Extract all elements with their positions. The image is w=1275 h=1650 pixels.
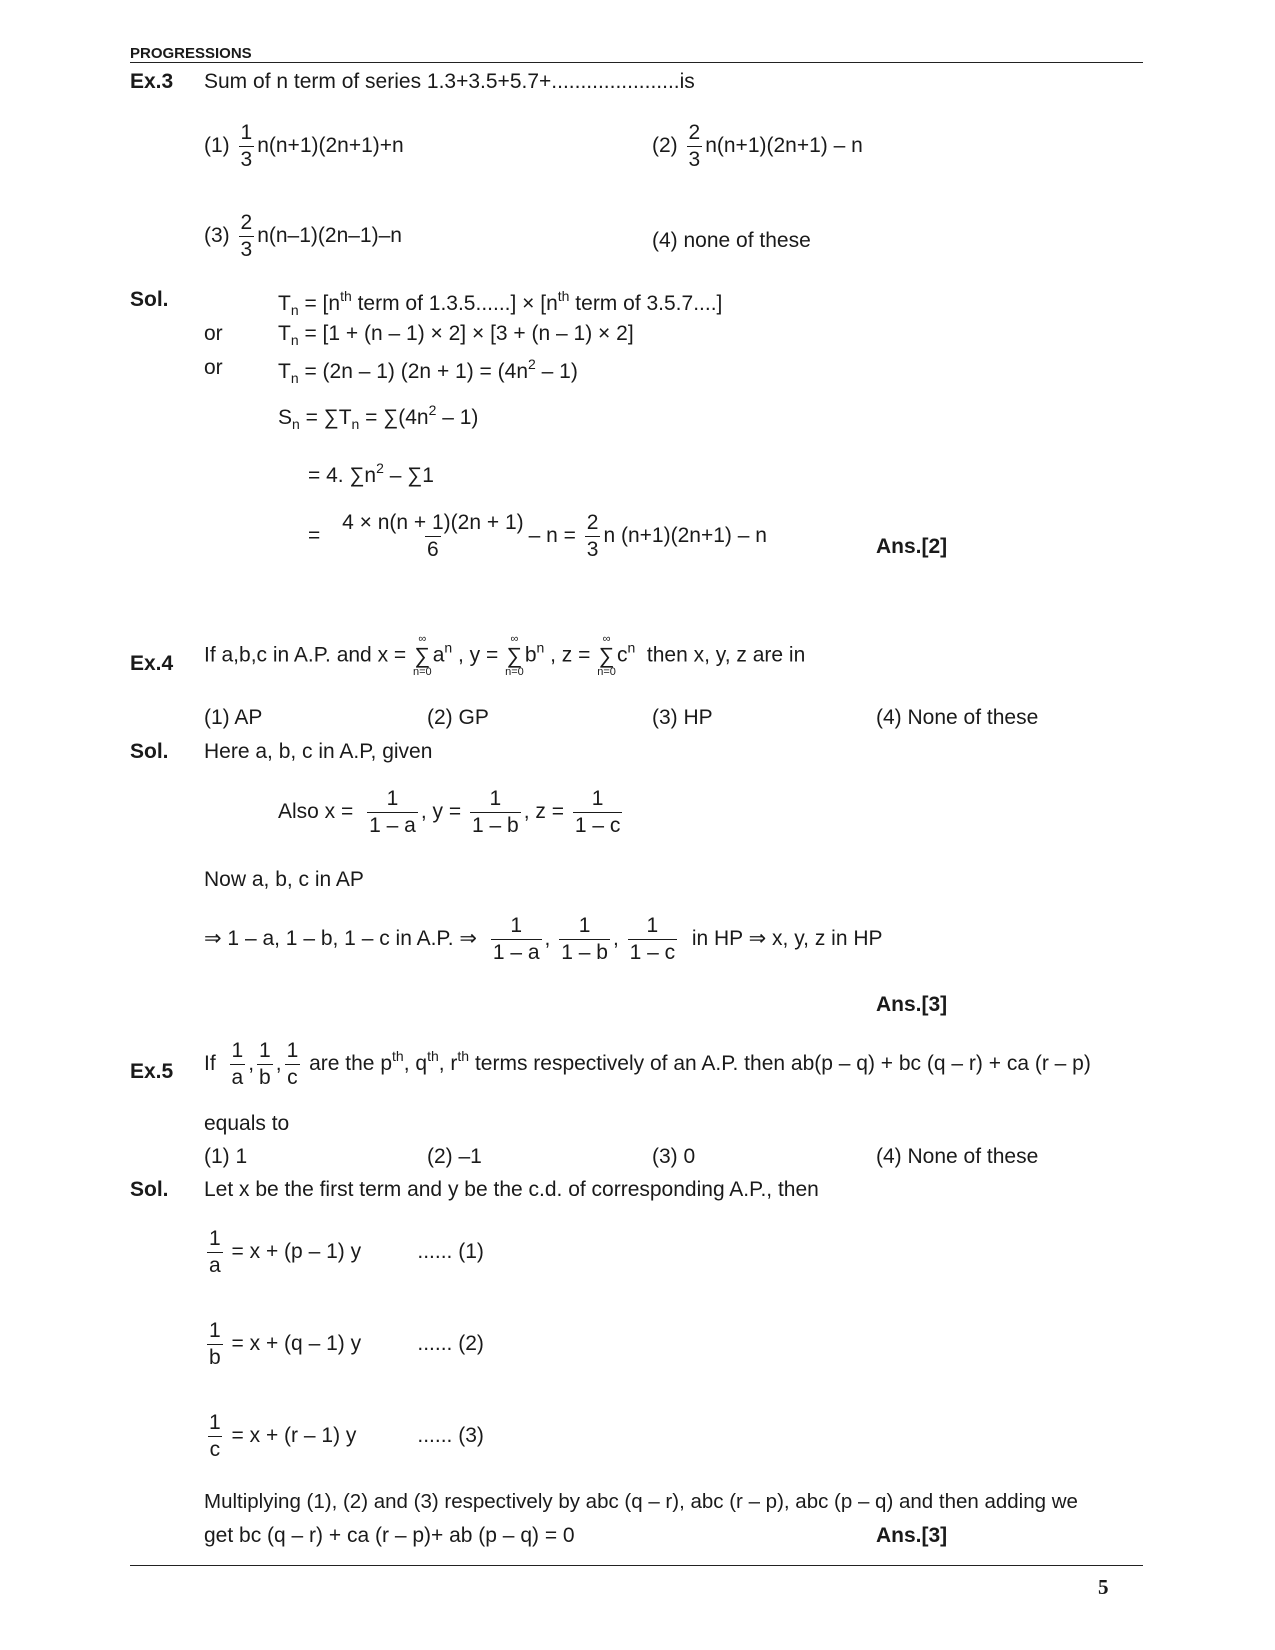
ex3-step-2: $T_n = [1 + (n - 1) \times 2] \times [3 + (n - 1) \times 2]$ xyxy=(278,322,634,348)
ex4-option-3: (3) HP xyxy=(652,706,713,729)
ex3-step-1: $T_n = [n^{th}$ term of $1.3.5......] \times [n^{th}$ term of 3.5.7....] xyxy=(278,288,723,318)
header-rule xyxy=(130,62,1143,63)
ex3-step-3: $T_n = (2n - 1) (2n + 1) = (4n^2 - 1)$ xyxy=(278,356,578,386)
ex4-option-1: (1) AP xyxy=(204,706,263,729)
ex3-step-5: = 4. $\sum n^2 - \sum 1$ xyxy=(308,460,434,487)
ex5-option-3: (3) 0 xyxy=(652,1145,696,1168)
ex5-equation-3: $\frac{1}{c}$ = x + (r – 1) y ...... (3) xyxy=(209,1411,484,1462)
ex3-answer: Ans.[2] xyxy=(876,535,948,558)
ex3-or-2: or xyxy=(204,356,223,379)
ex4-option-4: (4) None of these xyxy=(876,706,1039,729)
ex3-option-2: (2) $\frac{2}{3}$ n(n+1)(2n+1) – n xyxy=(652,121,863,172)
ex4-sol-line-3: Now a, b, c in AP xyxy=(204,868,364,891)
ex4-question: If a,b,c in A.P. and x = ∞ ∑ n=0 $a^n$ , y = ∞ ∑ n=0 $b^n$ , z = ∞ ∑ n=0 $c^n$ then x, y, z are in xyxy=(204,633,806,678)
running-header: PROGRESSIONS xyxy=(130,45,252,62)
ex4-sol-line-1: Here a, b, c in A.P, given xyxy=(204,740,433,763)
ex3-or-1: or xyxy=(204,322,223,345)
ex3-option-1: (1) $\frac{1}{3}$ n(n+1)(2n+1)+n xyxy=(204,121,404,172)
ex3-option-3: (3) $\frac{2}{3}$ n(n–1)(2n–1)–n xyxy=(204,211,402,262)
page-number: 5 xyxy=(1098,1575,1109,1599)
ex4-sol-label: Sol. xyxy=(130,740,169,763)
ex3-option-4: (4) none of these xyxy=(652,229,811,252)
ex4-option-2: (2) GP xyxy=(427,706,489,729)
ex5-option-1: (1) 1 xyxy=(204,1145,248,1168)
ex4-answer: Ans.[3] xyxy=(876,993,948,1016)
ex5-equation-2: $\frac{1}{b}$ = x + (q – 1) y ...... (2) xyxy=(209,1319,484,1370)
ex4-also-line: Also x = $\frac{1}{1 - a}$ , y = $\frac{1}{1 - b}$ , z = $\frac{1}{1 - c}$ xyxy=(278,787,621,838)
ex5-final-line-2: get bc (q – r) + ca (r – p)+ ab (p – q) = 0 xyxy=(204,1524,575,1547)
ex5-question: If $\frac{1}{a}$ , $\frac{1}{b}$ , $\frac{1}{c}$ are the $p^{th}$, $q^{th}$, $r^{th}$ terms respectively of an A.P. then ab(p – q) + bc (q – r) + ca (r – p) xyxy=(204,1039,1091,1090)
ex5-equation-1: $\frac{1}{a}$ = x + (p – 1) y ...... (1) xyxy=(209,1227,484,1278)
ex5-question-cont: equals to xyxy=(204,1112,290,1135)
ex5-sol-label: Sol. xyxy=(130,1178,169,1201)
ex5-option-4: (4) None of these xyxy=(876,1145,1039,1168)
ex3-question: Sum of n term of series 1.3+3.5+5.7+......................is xyxy=(204,70,695,93)
ex5-sol-line-1: Let x be the first term and y be the c.d. of corresponding A.P., then xyxy=(204,1178,819,1201)
ex4-implication-line: ⇒ 1 – a, 1 – b, 1 – c in A.P. ⇒ $\frac{1}{1 - a}$ , $\frac{1}{1 - b}$ , $\frac{1}{1 - c}$ in HP ⇒ x, y, z in HP xyxy=(204,914,883,965)
ex5-final-line-1: Multiplying (1), (2) and (3) respectively by abc (q – r), abc (r – p), abc (p – q) and then adding we xyxy=(204,1490,1078,1513)
ex5-option-2: (2) –1 xyxy=(427,1145,482,1168)
ex5-label: Ex.5 xyxy=(130,1060,174,1083)
ex3-step-6: = $\frac{4 \times n(n + 1)(2n + 1)}{6}$ – n = $\frac{2}{3}$ n (n+1)(2n+1) – n xyxy=(308,511,767,562)
ex3-step-4: $S_n = \sum T_n = \sum(4n^2 - 1)$ xyxy=(278,402,479,432)
ex4-label: Ex.4 xyxy=(130,652,174,675)
ex3-label: Ex.3 xyxy=(130,70,174,93)
ex3-sol-label: Sol. xyxy=(130,288,169,311)
ex5-answer: Ans.[3] xyxy=(876,1524,948,1547)
footer-rule xyxy=(130,1565,1143,1566)
